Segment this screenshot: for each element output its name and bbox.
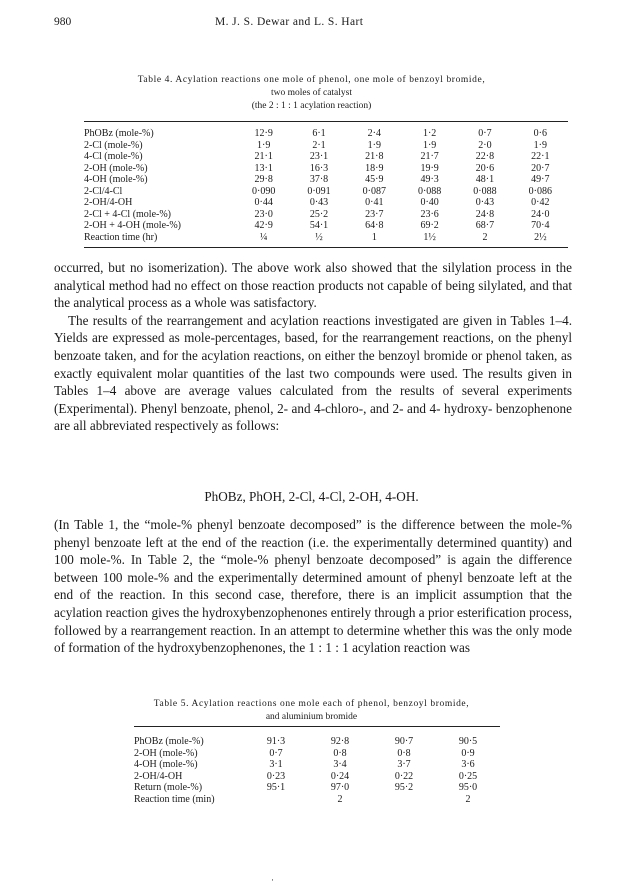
table-cell: 24·0 [531,208,550,220]
table-cell: 2 [337,793,343,805]
table-row [134,759,500,771]
table-cell: 0·23 [266,770,286,782]
table-cell: 45·9 [365,174,384,185]
row-label: 2-OH (mole-%) [134,747,198,759]
table-cell: 42·9 [254,220,273,231]
paragraph-table-notes: (In Table 1, the “mole-% phenyl benzoate decomposed” is the difference between the mole-% phenyl benzoate left at the end of the reaction (i.e. the experimentally determined quantity) and 100 mole-%. In Table 2, the “mole-% phenyl benzoate decomposed” is again the difference between 100 mole-% and the experimentally determined amount of phenyl benzoate left at the end of the reaction. In this second case, therefore, there is an implicit assumption that the acylation reaction gives the hydroxybenzophenones entirely through a prior esterification process, followed by a rearrangement reaction. In an attempt to determine whether this was the only mode of formation of the hydroxybenzophenones, the 1 : 1 : 1 acylation reaction was [54,517,572,656]
table-cell: 0·22 [394,770,414,782]
table-cell: 20·7 [531,162,550,174]
table-cell [244,794,308,806]
row-label: PhOBz (mole-%) [84,128,154,139]
table-cell: 0·6 [533,128,547,139]
table-cell: 37·8 [309,174,329,185]
table-cell: 1½ [423,231,436,243]
table-cell: 0·42 [531,197,550,208]
row-label: 2-Cl (mole-%) [84,139,143,151]
table-cell: 3·6 [461,759,475,770]
running-head: M. J. S. Dewar and L. S. Hart [215,16,364,28]
table-cell: 3·1 [269,759,283,770]
table-cell: 0·24 [330,770,350,782]
row-label: 4-OH (mole-%) [134,759,198,770]
table-cell: 64·8 [365,220,384,231]
table-cell: 92·8 [330,736,350,747]
table-cell: 23·1 [309,151,329,162]
table-cell: 0·088 [473,185,497,197]
table-cell: 1 [371,231,377,243]
row-label: 2-Cl/4-Cl [84,185,123,197]
table-cell: 22·8 [475,151,495,162]
table-cell: 1·9 [367,139,381,151]
table-cell: 54·1 [309,220,329,231]
row-label: 4-OH (mole-%) [84,174,148,185]
table-cell: 0·40 [420,197,439,208]
table-cell: 2·1 [312,139,326,151]
row-label: 2-OH/4-OH [84,197,133,208]
table-cell: 3·4 [333,759,347,770]
table-row [84,174,568,186]
paragraph-silylation: occurred, but no isomerization). The above work also showed that the silylation process in the analytical method had no effect on those reaction products not capable of being silylated, and that the analytical process as a whole was satisfactory. [54,260,572,311]
table-cell: 0·091 [307,185,331,197]
table5 [134,736,500,805]
table-cell: 0·7 [478,128,492,139]
table-row [84,220,568,232]
table-row [134,771,500,783]
row-label: 2-Cl + 4-Cl (mole-%) [84,208,172,220]
table-row [134,782,500,794]
table-row [84,140,568,152]
table-row [84,232,568,244]
table4-body [84,128,568,243]
table-cell: 0·8 [333,747,347,759]
table5-body [134,736,500,805]
table-cell: 0·43 [309,197,329,208]
table4-caption-line1: Table 4. Acylation reactions one mole of phenol, one mole of benzoyl bromide, [137,75,486,85]
table-cell: 22·1 [531,151,550,162]
table-cell: 95·2 [394,782,414,793]
table-cell: 2 [465,793,471,805]
table-cell: 3·7 [397,759,411,770]
table-cell: 91·3 [266,736,286,747]
table-cell: 19·9 [420,162,439,174]
table-cell: 13·1 [254,162,273,174]
table-row [84,209,568,221]
table5-top-rule [134,726,500,727]
table-cell: 2½ [534,231,547,243]
table-cell: 16·3 [309,162,329,174]
table-cell: ¼ [259,231,268,243]
table-cell: 1·9 [533,139,547,151]
row-label: Reaction time (hr) [84,231,158,243]
table-row [84,186,568,198]
table-cell: 23·6 [420,208,439,220]
table-cell: 90·7 [394,736,414,747]
table-row [84,151,568,163]
table4-top-rule [84,121,568,122]
table-cell: 24·8 [475,208,495,220]
table-cell: ½ [315,231,323,243]
table-cell: 0·41 [365,197,384,208]
table-cell: 2·4 [367,128,381,139]
table-cell: 0·25 [458,770,478,782]
table5-caption-line2: and aluminium bromide [265,712,358,722]
table-cell: 95·1 [266,782,286,793]
table-cell: 20·6 [475,162,495,174]
table-cell: 0·7 [269,747,283,759]
table-cell: 95·0 [458,782,478,793]
row-label: Reaction time (min) [134,793,215,805]
table-cell: 12·9 [254,128,273,139]
table-cell: 2 [482,231,488,243]
page-number: 980 [54,16,72,28]
table5-caption [0,698,623,724]
table-cell: 70·4 [531,220,550,231]
row-label: 4-Cl (mole-%) [84,151,143,162]
row-label: 2-OH (mole-%) [84,162,148,174]
table-cell: 2·0 [478,139,492,151]
page-mark: · [271,875,274,885]
table4 [84,128,568,243]
row-label: 2-OH/4-OH [134,770,183,782]
abbreviation-list: PhOBz, PhOH, 2-Cl, 4-Cl, 2-OH, 4-OH. [204,489,419,504]
table-cell: 69·2 [420,220,439,231]
row-label: Return (mole-%) [134,782,203,793]
table4-caption [0,74,623,113]
table4-bottom-rule [84,247,568,248]
table-cell: 1·9 [422,139,437,151]
body-text-upper [54,259,572,435]
table-cell: 0·44 [254,197,273,208]
table-cell: 29·8 [254,174,273,185]
table-cell: 68·7 [475,220,495,231]
table-cell: 1·9 [256,139,271,151]
table-cell: 25·2 [309,208,329,220]
table-cell: 21·7 [420,151,439,162]
table5-caption-line1: Table 5. Acylation reactions one mole each of phenol, benzoyl bromide, [153,699,470,709]
paragraph-results: The results of the rearrangement and acylation reactions investigated are given in Tables 1–4. Yields are expressed as mole-percentages, based, for the rearrangement reactions, on the phenyl benzoate taken, and for the acylation reactions, on either the benzoyl bromide or phenol taken, as exactly equivalent molar quantities of the last two compounds were used. The results given in Tables 1–4 above are average values calculated from the results of several experiments (Experimental). Phenyl benzoate, phenol, 2- and 4-chloro-, and 2- and 4- hydroxy- benzophenone are all abbreviated respectively as follows: [54,312,572,434]
table-cell: 0·090 [251,185,276,197]
table-row [84,163,568,175]
table-cell: 97·0 [330,782,350,793]
table-cell: 0·8 [397,747,411,759]
table-cell: 23·7 [365,208,384,220]
table-cell: 23·0 [254,208,273,220]
table-cell: 48·1 [475,174,495,185]
table-row [134,736,500,748]
table-cell: 6·1 [312,128,326,139]
table-cell: 0·087 [362,185,386,197]
table-cell: 0·9 [461,747,475,759]
table-cell: 49·7 [531,174,550,185]
table-row [84,128,568,140]
table-cell: 1·2 [422,128,437,139]
row-label: PhOBz (mole-%) [134,736,204,747]
table-cell: 18·9 [365,162,384,174]
table-cell: 21·1 [254,151,273,162]
table-cell: 49·3 [420,174,439,185]
table-cell: 0·43 [475,197,495,208]
body-text-lower [54,516,572,657]
table-row [134,748,500,760]
row-label: 2-OH + 4-OH (mole-%) [84,220,182,231]
table-cell [372,794,436,806]
table4-caption-line2: two moles of catalyst [271,88,352,98]
table-row [84,197,568,209]
table-row [134,794,500,806]
table-cell: 21·8 [365,151,384,162]
table-cell: 90·5 [458,736,478,747]
table4-caption-line3: (the 2 : 1 : 1 acylation reaction) [251,101,372,111]
table-cell: 0·088 [417,185,442,197]
table-cell: 0·086 [528,185,552,197]
